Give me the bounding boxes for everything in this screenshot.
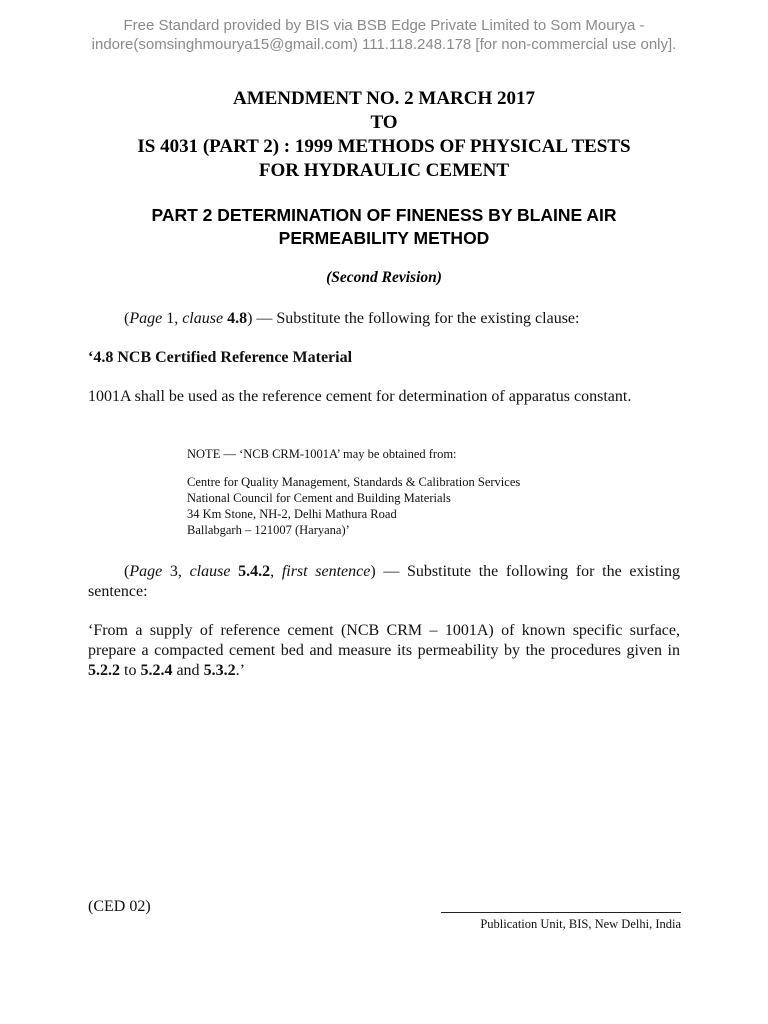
amendment-1-clause-label: clause [182, 310, 224, 327]
watermark-banner [0, 16, 768, 54]
replacement-ref-2: 5.2.4 [140, 662, 173, 679]
note-line: NOTE — ‘NCB CRM-1001A’ may be obtained from: [187, 447, 457, 461]
amendment-1-text: ) — Substitute the following for the existing clause: [247, 310, 580, 327]
amendment-1-page-num: 1, [162, 310, 183, 327]
title-line-3: IS 4031 (PART 2) : 1999 METHODS OF PHYSICAL TESTS [137, 136, 631, 157]
note-block [187, 446, 667, 538]
amendment-2-open: ( [124, 563, 130, 580]
amendment-2-clause-num: 5.4.2 [230, 563, 271, 580]
note-address-line-3: 34 Km Stone, NH-2, Delhi Mathura Road [187, 507, 397, 521]
amendment-1-instruction [88, 309, 680, 329]
note-address-line-1: Centre for Quality Management, Standards & Calibration Services [187, 475, 521, 489]
publisher-line: Publication Unit, BIS, New Delhi, India [480, 917, 681, 931]
replacement-text: ‘From a supply of reference cement (NCB CRM – 1001A) of known specific surface, prepare a compacted cement bed and measure its permeability by the procedures given in [88, 622, 680, 659]
note-address-line-2: National Council for Cement and Building Materials [187, 491, 451, 505]
note-spacer [187, 462, 667, 474]
title-line-4: FOR HYDRAULIC CEMENT [258, 160, 510, 181]
replacement-ref-3: 5.3.2 [203, 662, 236, 679]
revision-label: (Second Revision) [326, 269, 442, 286]
clause-heading-text: ‘4.8 NCB Certified Reference Material [88, 349, 353, 366]
watermark-line-2: indore(somsinghmourya15@gmail.com) 111.118.248.178 [for non-commercial use only]. [91, 36, 677, 53]
committee-code: (CED 02) [88, 898, 151, 915]
replacement-and: and [172, 662, 204, 679]
replacement-ref-1: 5.2.2 [88, 662, 120, 679]
title-line-1: AMENDMENT NO. 2 MARCH 2017 [232, 88, 536, 109]
document-title [0, 87, 768, 183]
amendment-2-instruction [88, 562, 680, 602]
amendment-2-page-num: 3, [162, 563, 190, 580]
replacement-to: to [120, 662, 141, 679]
amendment-1-page-label: Page [129, 310, 163, 327]
part-heading [0, 204, 768, 250]
amendment-2-comma: , [270, 563, 282, 580]
amendment-1-clause-num: 4.8 [223, 310, 248, 327]
amendment-2-sentence-label: first sentence [281, 563, 371, 580]
amendment-2-page-label: Page [129, 563, 163, 580]
amendment-2-text: ) — Substitute the following for the existing sentence: [88, 563, 681, 600]
replacement-end: .’ [235, 662, 245, 679]
amendment-1-open: ( [124, 310, 130, 327]
clause-heading [88, 348, 680, 368]
clause-body: 1001A shall be used as the reference cement for determination of apparatus constant. [88, 388, 632, 405]
footer-divider [441, 912, 681, 913]
part-heading-line-2: PERMEABILITY METHOD [278, 228, 490, 248]
watermark-line-1: Free Standard provided by BIS via BSB Edge Private Limited to Som Mourya - [123, 17, 645, 34]
replacement-paragraph [88, 621, 680, 681]
note-address-line-4: Ballabgarh – 121007 (Haryana)’ [187, 523, 350, 537]
amendment-2-clause-label: clause [189, 563, 231, 580]
part-heading-line-1: PART 2 DETERMINATION OF FINENESS BY BLAINE AIR [151, 205, 617, 225]
title-line-2: TO [370, 112, 398, 133]
